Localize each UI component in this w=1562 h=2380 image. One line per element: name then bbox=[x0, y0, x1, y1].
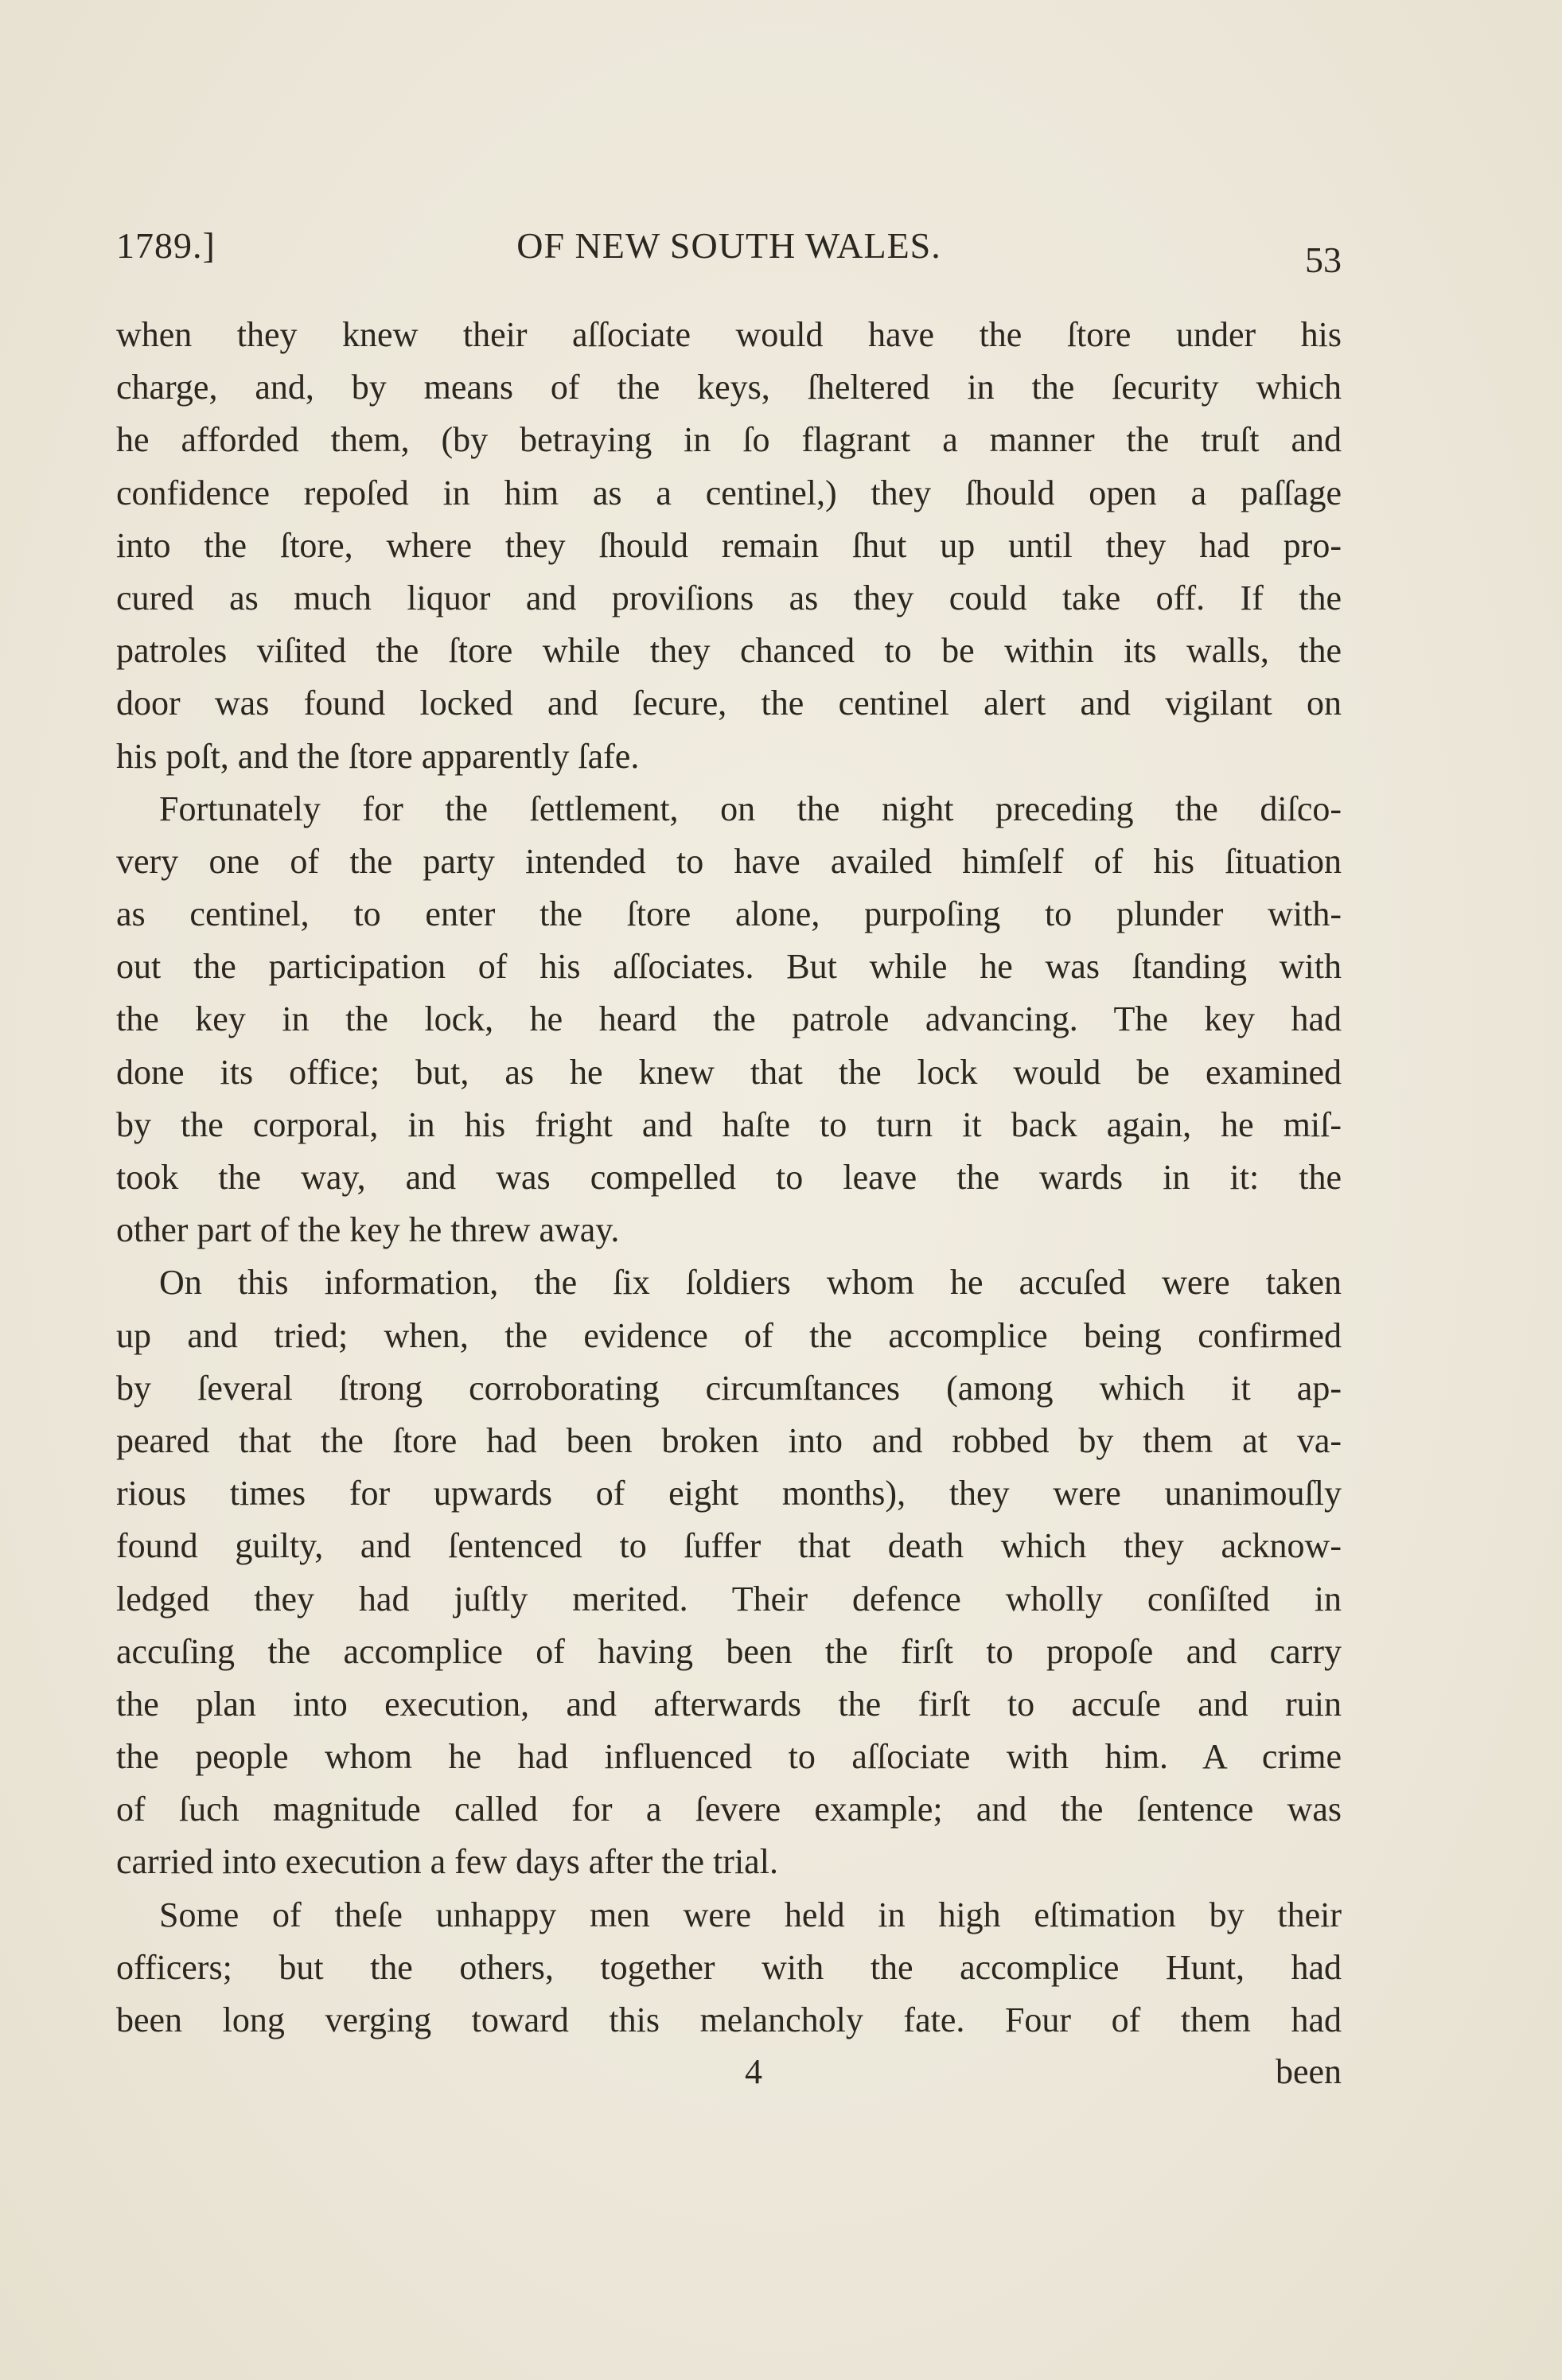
catchword: been bbox=[1275, 2052, 1342, 2091]
text-line: rious times for upwards of eight months), they were unanimouſly bbox=[116, 1474, 1342, 1513]
page-number: 53 bbox=[1305, 240, 1342, 280]
text-line: patroles viſited the ſtore while they chanced to be within its walls, the bbox=[116, 631, 1342, 671]
text-line: by ſeveral ſtrong corroborating circumſtances (among which it ap- bbox=[116, 1368, 1342, 1408]
text-line: his poſt, and the ſtore apparently ſafe. bbox=[116, 736, 640, 776]
text-line: officers; but the others, together with the accomplice Hunt, had bbox=[116, 1947, 1342, 1987]
text-line: of ſuch magnitude called for a ſevere example; and the ſentence was bbox=[116, 1790, 1342, 1829]
page-header bbox=[116, 224, 1342, 280]
running-year: 1789.] bbox=[116, 225, 216, 266]
text-line: carried into execution a few days after the trial. bbox=[116, 1842, 778, 1882]
text-line: accuſing the accomplice of having been the firſt to propoſe and carry bbox=[116, 1631, 1342, 1671]
paragraph-first-line: Fortunately for the ſettlement, on the night preceding the diſco- bbox=[159, 789, 1342, 828]
text-line: when they knew their aſſociate would have the ſtore under his bbox=[116, 315, 1342, 354]
text-line: found guilty, and ſentenced to ſuffer that death which they acknow- bbox=[116, 1526, 1342, 1566]
text-line: out the participation of his aſſociates. But while he was ſtanding with bbox=[116, 947, 1342, 987]
text-line: confidence repoſed in him as a centinel,) they ſhould open a paſſage bbox=[116, 473, 1342, 512]
text-line: into the ſtore, where they ſhould remain ſhut up until they had pro- bbox=[116, 525, 1342, 565]
body-text bbox=[116, 309, 1342, 2047]
text-line: by the corporal, in his fright and haſte to turn it back again, he miſ- bbox=[116, 1104, 1342, 1144]
text-line: charge, and, by means of the keys, ſheltered in the ſecurity which bbox=[116, 368, 1342, 407]
text-line: other part of the key he threw away. bbox=[116, 1210, 620, 1250]
running-title: OF NEW SOUTH WALES. bbox=[516, 225, 941, 266]
page-footer bbox=[116, 2051, 1342, 2107]
text-line: peared that the ſtore had been broken into and robbed by them at va- bbox=[116, 1420, 1342, 1460]
text-line: ledged they had juſtly merited. Their defence wholly conſiſted in bbox=[116, 1579, 1342, 1618]
signature-mark: 4 bbox=[745, 2052, 762, 2091]
text-line: the people whom he had influenced to aſſociate with him. A crime bbox=[116, 1737, 1342, 1777]
text-line: he afforded them, (by betraying in ſo flagrant a manner the truſt and bbox=[116, 420, 1342, 460]
text-line: door was found locked and ſecure, the centinel alert and vigilant on bbox=[116, 684, 1342, 723]
text-line: took the way, and was compelled to leave the wards in it: the bbox=[116, 1158, 1342, 1197]
text-line: the plan into execution, and afterwards the firſt to accuſe and ruin bbox=[116, 1684, 1342, 1724]
text-line: very one of the party intended to have availed himſelf of his ſituation bbox=[116, 841, 1342, 881]
text-line: done its office; but, as he knew that the lock would be examined bbox=[116, 1052, 1342, 1092]
paragraph-first-line: On this information, the ſix ſoldiers whom he accuſed were taken bbox=[159, 1263, 1342, 1303]
text-line: cured as much liquor and proviſions as they could take off. If the bbox=[116, 578, 1342, 617]
text-line: up and tried; when, the evidence of the accomplice being confirmed bbox=[116, 1315, 1342, 1355]
text-line: been long verging toward this melancholy fate. Four of them had bbox=[116, 2000, 1342, 2039]
text-line: the key in the lock, he heard the patrole advancing. The key had bbox=[116, 999, 1342, 1039]
paragraph-first-line: Some of theſe unhappy men were held in high eſtimation by their bbox=[159, 1895, 1342, 1934]
text-line: as centinel, to enter the ſtore alone, purpoſing to plunder with- bbox=[116, 894, 1342, 934]
